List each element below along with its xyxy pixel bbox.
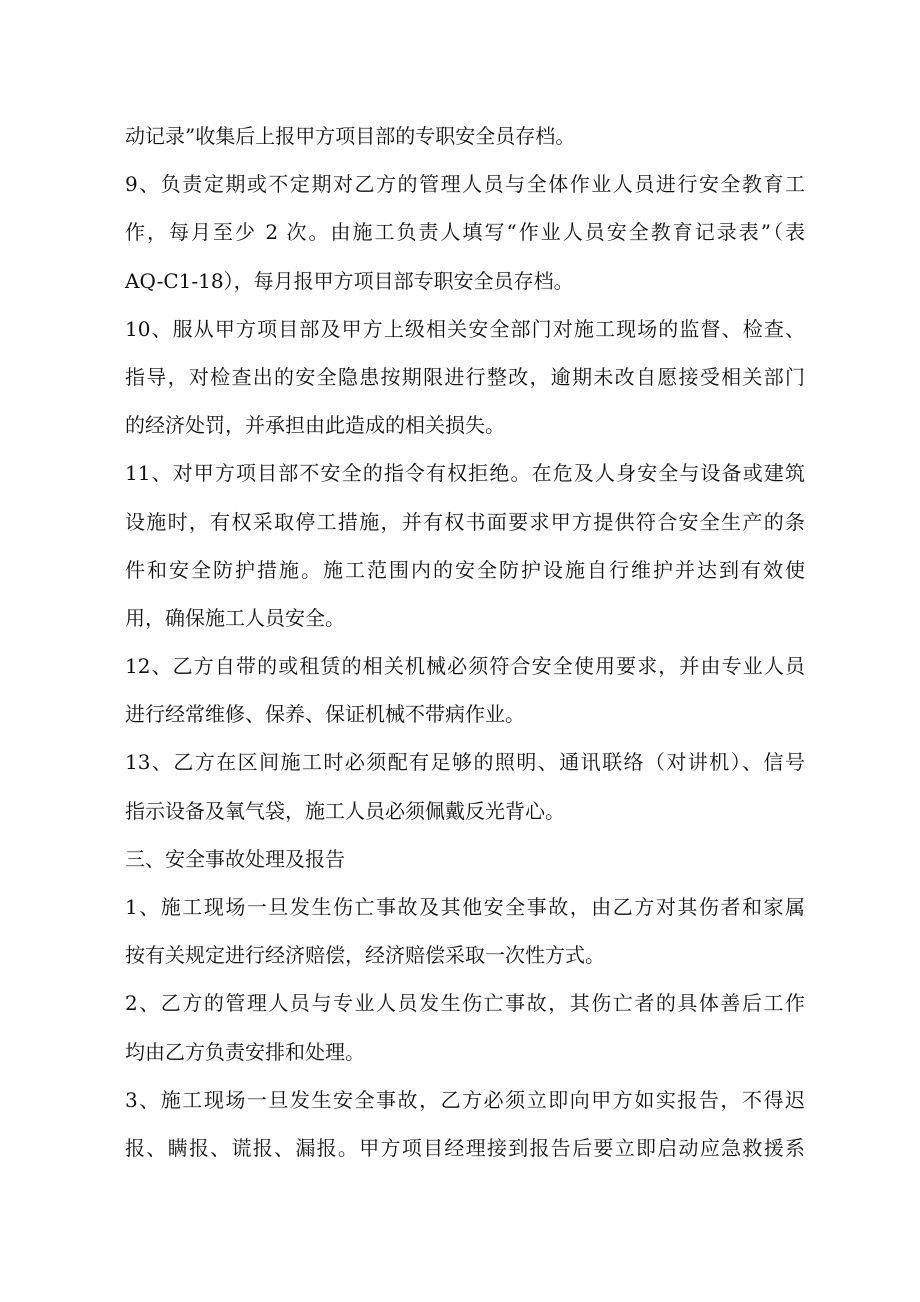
text-line: 13、乙方在区间施工时必须配有足够的照明、通讯联络（对讲机）、信号 — [125, 750, 805, 775]
text-line: 按有关规定进行经济赔偿，经济赔偿采取一次性方式。 — [125, 943, 605, 968]
text-line: 的经济处罚，并承担由此造成的相关损失。 — [125, 413, 505, 438]
section-heading: 三、安全事故处理及报告 — [125, 846, 345, 871]
document-body — [125, 112, 805, 1172]
text-line: 进行经常维修、保养、保证机械不带病作业。 — [125, 702, 525, 727]
text-line: AQ-C1-18），每月报甲方项目部专职安全员存档。 — [125, 268, 574, 293]
text-line: 9、负责定期或不定期对乙方的管理人员与全体作业人员进行安全教育工 — [125, 172, 805, 197]
text-line: 2、乙方的管理人员与专业人员发生伤亡事故，其伤亡者的具体善后工作 — [125, 991, 805, 1016]
text-line: 作，每月至少 2 次。由施工负责人填写“作业人员安全教育记录表”（表 — [125, 220, 805, 245]
text-line: 均由乙方负责安排和处理。 — [125, 1039, 365, 1064]
text-line: 1、施工现场一旦发生伤亡事故及其他安全事故，由乙方对其伤者和家属 — [125, 895, 805, 919]
text-line: 10、服从甲方项目部及甲方上级相关安全部门对施工现场的监督、检查、 — [125, 316, 805, 341]
text-line: 12、乙方自带的或租赁的相关机械必须符合安全使用要求，并由专业人员 — [125, 654, 805, 679]
text-line: 报、瞒报、谎报、漏报。甲方项目经理接到报告后要立即启动应急救援系 — [125, 1135, 805, 1160]
text-line: 设施时，有权采取停工措施，并有权书面要求甲方提供符合安全生产的条 — [125, 509, 805, 534]
text-line: 用，确保施工人员安全。 — [125, 605, 345, 630]
text-line: 3、施工现场一旦发生安全事故，乙方必须立即向甲方如实报告，不得迟 — [125, 1087, 805, 1112]
text-line: 指示设备及氧气袋，施工人员必须佩戴反光背心。 — [125, 798, 565, 823]
text-line: 11、对甲方项目部不安全的指令有权拒绝。在危及人身安全与设备或建筑 — [125, 461, 805, 486]
text-line: 指导，对检查出的安全隐患按期限进行整改，逾期未改自愿接受相关部门 — [125, 364, 805, 389]
text-line: 件和安全防护措施。施工范围内的安全防护设施自行维护并达到有效使 — [125, 557, 805, 582]
text-line: 动记录”收集后上报甲方项目部的专职安全员存档。 — [125, 124, 576, 148]
